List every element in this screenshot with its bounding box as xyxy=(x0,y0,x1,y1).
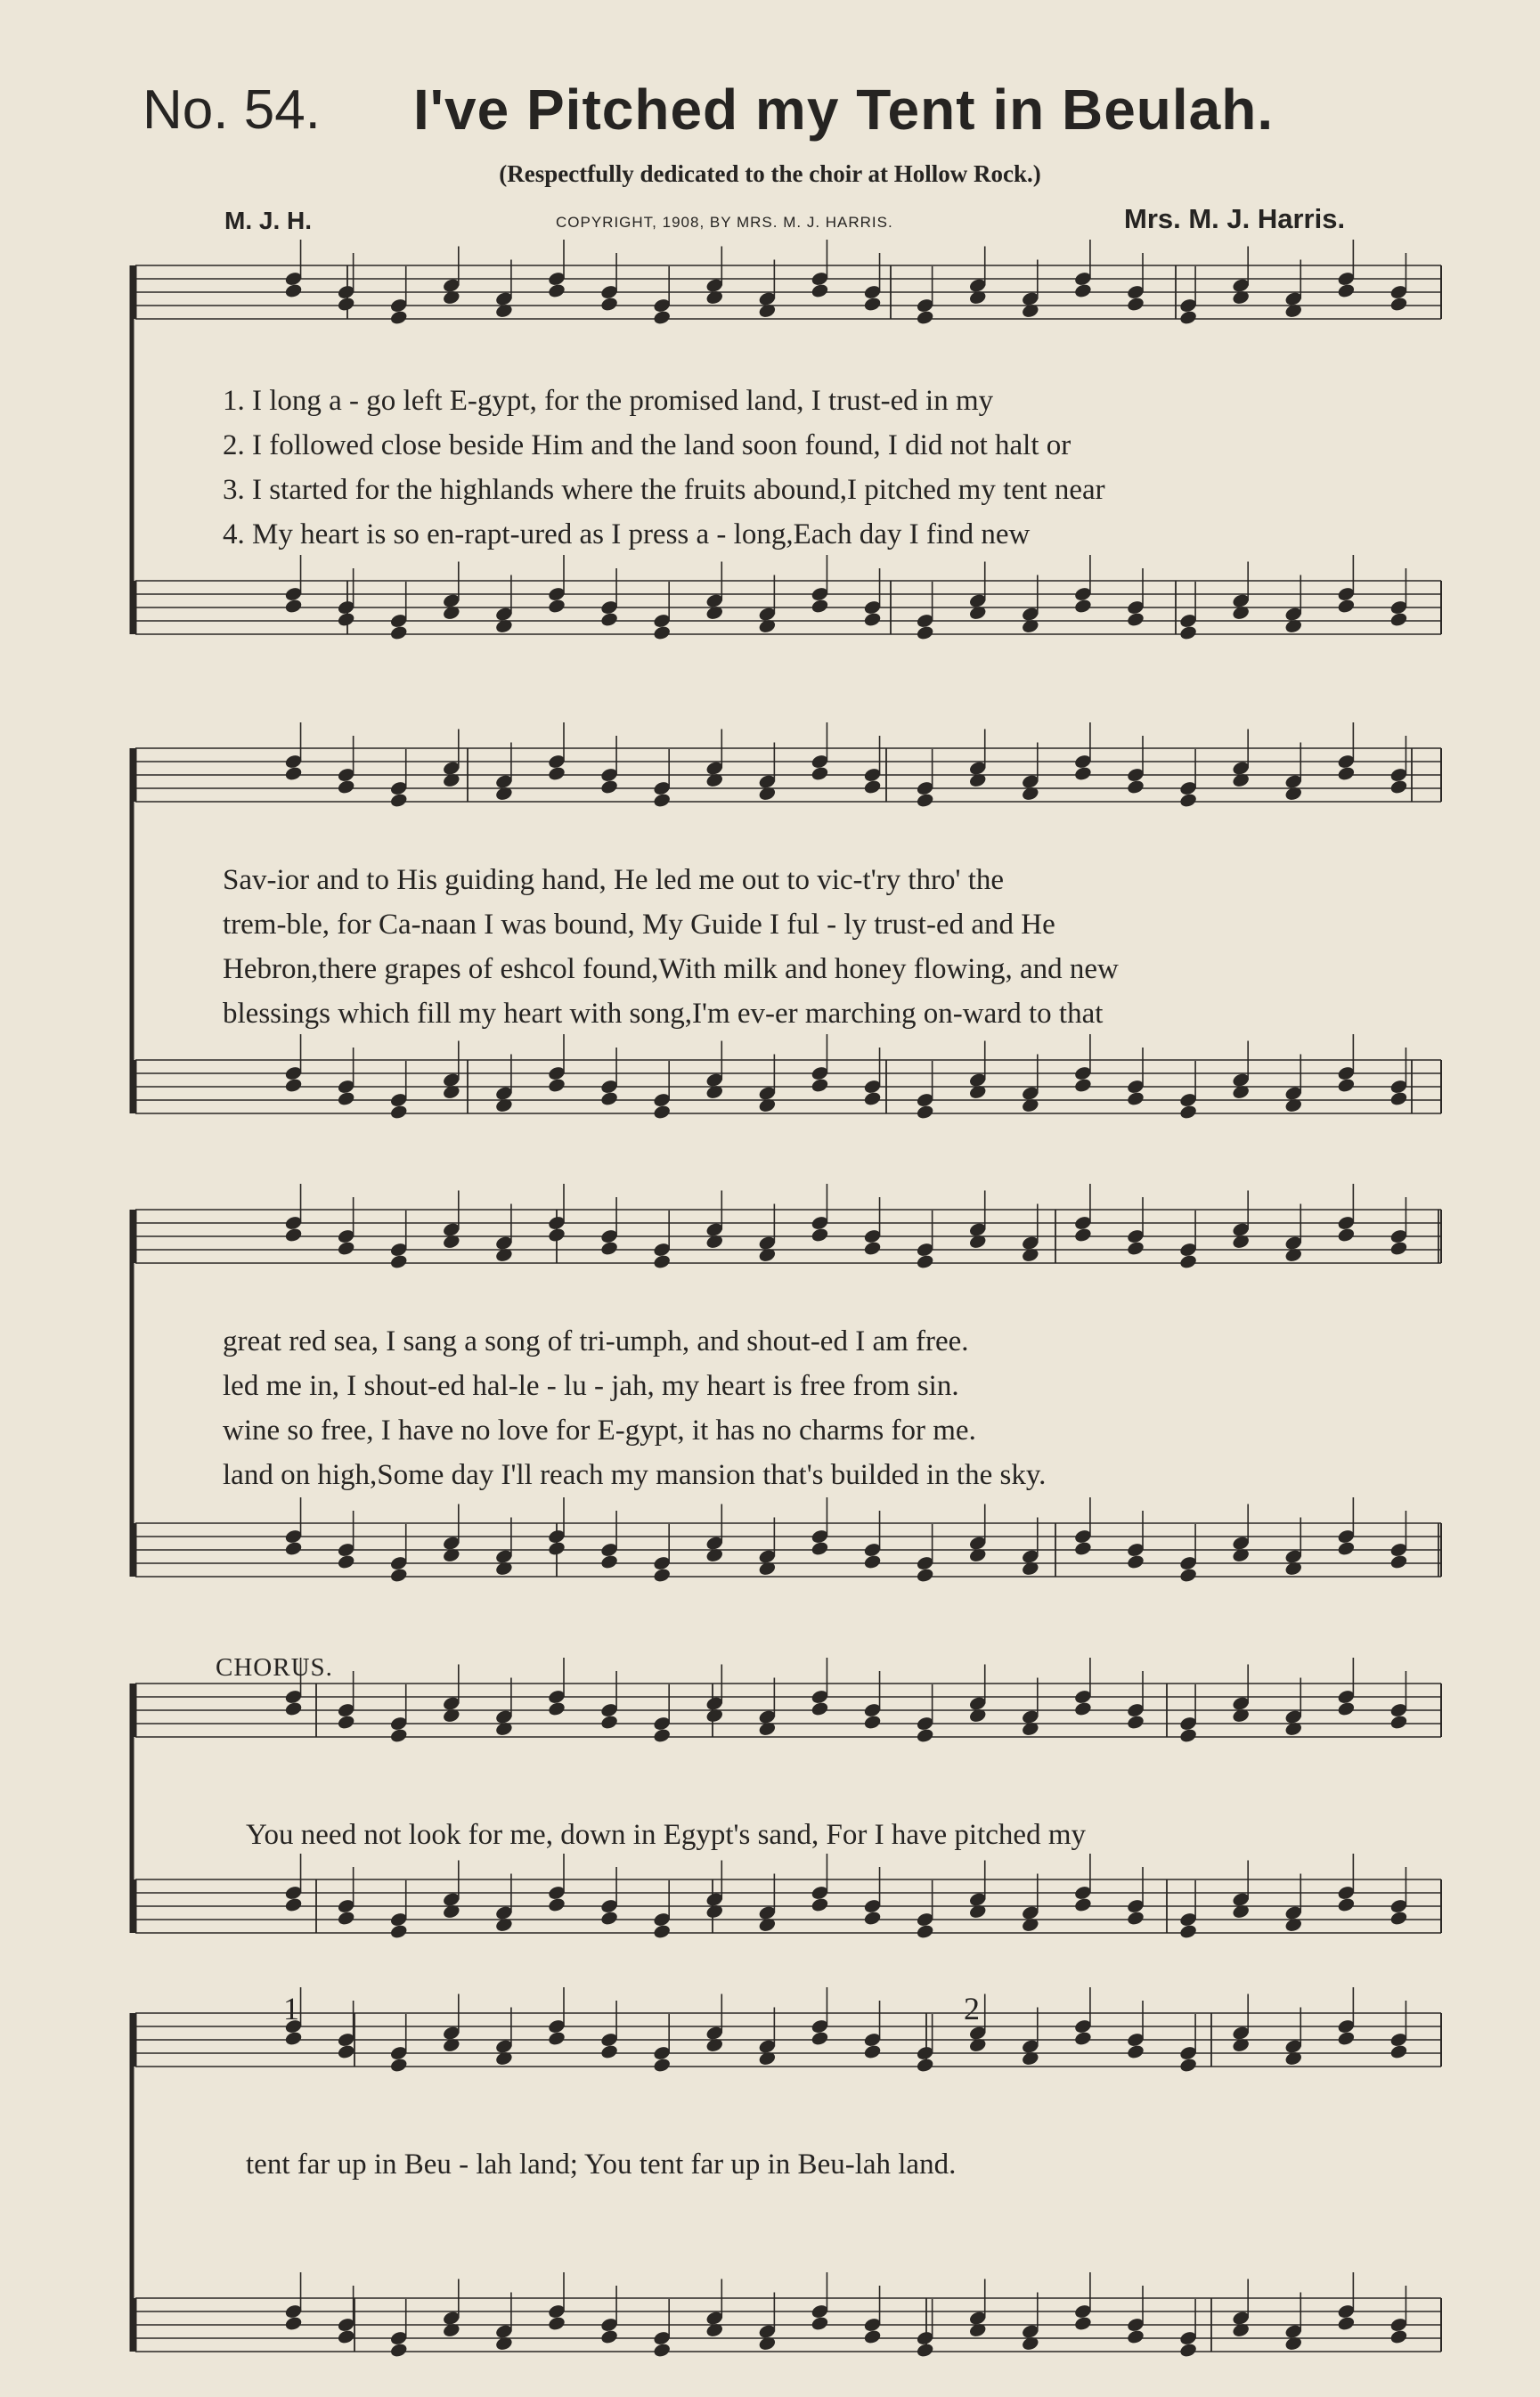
note-head xyxy=(811,765,830,782)
note-head xyxy=(916,2057,935,2074)
verse-lyrics-system-1 xyxy=(223,379,1434,557)
note-head xyxy=(337,1714,356,1731)
note-head xyxy=(916,792,935,809)
note-heads xyxy=(284,240,1408,2359)
note-head xyxy=(652,2057,672,2074)
note-head xyxy=(547,765,566,782)
staff-lines xyxy=(132,265,1441,2352)
note-head xyxy=(652,1727,672,1744)
note-head xyxy=(811,1700,830,1717)
note-head xyxy=(547,2315,566,2332)
note-head xyxy=(337,2043,356,2060)
note-head xyxy=(337,1910,356,1927)
copyright-notice: COPYRIGHT, 1908, BY MRS. M. J. HARRIS. xyxy=(556,214,893,231)
note-head xyxy=(1178,1104,1198,1121)
note-head xyxy=(599,1714,619,1731)
note-head xyxy=(1126,1910,1145,1927)
note-head xyxy=(863,1910,883,1927)
note-head xyxy=(1337,765,1357,782)
note-head xyxy=(652,1923,672,1940)
note-head xyxy=(1389,2328,1409,2345)
note-head xyxy=(1126,2328,1145,2345)
note-head xyxy=(1178,624,1198,641)
note-head xyxy=(1178,1567,1198,1584)
note-head xyxy=(916,1567,935,1584)
note-head xyxy=(863,1553,883,1570)
note-head xyxy=(1389,1090,1409,1107)
verse-lyrics-system-3 xyxy=(223,1319,1434,1497)
note-head xyxy=(863,611,883,628)
note-head xyxy=(811,282,830,299)
note-head xyxy=(1389,1714,1409,1731)
note-head xyxy=(1073,765,1093,782)
note-head xyxy=(337,779,356,795)
note-head xyxy=(652,1104,672,1121)
note-head xyxy=(599,1553,619,1570)
note-head xyxy=(652,624,672,641)
note-head xyxy=(1337,1896,1357,1913)
lyric-line: Hebron,there grapes of eshcol found,With milk and honey flowing, and new xyxy=(223,953,1119,985)
note-head xyxy=(1389,1240,1409,1257)
lyric-line: land on high,Some day I'll reach my mansion that's builded in the sky. xyxy=(223,1459,1047,1491)
note-head xyxy=(1073,598,1093,615)
note-head xyxy=(284,765,304,782)
note-head xyxy=(811,1077,830,1094)
note-head xyxy=(1178,1727,1198,1744)
note-head xyxy=(1073,1896,1093,1913)
lyricist-initials: M. J. H. xyxy=(224,207,313,234)
note-head xyxy=(1178,1253,1198,1270)
lyric-line: 2. I followed close beside Him and the land soon found, I did not halt or xyxy=(223,429,1071,461)
note-head xyxy=(547,2030,566,2047)
note-head xyxy=(547,1540,566,1557)
lyric-line: great red sea, I sang a song of tri-umph, and shout-ed I am free. xyxy=(223,1325,969,1357)
note-head xyxy=(389,1104,409,1121)
note-head xyxy=(389,1253,409,1270)
note-head xyxy=(1337,598,1357,615)
note-head xyxy=(916,1923,935,1940)
note-head xyxy=(1337,2030,1357,2047)
note-head xyxy=(863,1714,883,1731)
note-head xyxy=(1073,1077,1093,1094)
note-head xyxy=(1073,2315,1093,2332)
note-head xyxy=(547,1700,566,1717)
note-head xyxy=(599,611,619,628)
note-head xyxy=(863,1090,883,1107)
note-head xyxy=(1126,1714,1145,1731)
note-head xyxy=(547,1896,566,1913)
note-head xyxy=(916,624,935,641)
chorus-lyrics-line-2: tent far up in Beu - lah land; You tent far up in Beu-lah land. xyxy=(246,2148,957,2181)
note-head xyxy=(1178,1923,1198,1940)
note-head xyxy=(811,1227,830,1243)
note-head xyxy=(652,1253,672,1270)
note-head xyxy=(863,779,883,795)
note-head xyxy=(284,2030,304,2047)
note-head xyxy=(389,1567,409,1584)
note-head xyxy=(811,2030,830,2047)
lyric-line: 1. I long a - go left E-gypt, for the promised land, I trust-ed in my xyxy=(223,385,994,417)
note-head xyxy=(1126,2043,1145,2060)
note-head xyxy=(599,2043,619,2060)
note-head xyxy=(337,2328,356,2345)
note-head xyxy=(1126,611,1145,628)
note-head xyxy=(1073,1227,1093,1243)
note-head xyxy=(1126,1090,1145,1107)
note-head xyxy=(1389,2043,1409,2060)
lyric-line: trem-ble, for Ca-naan I was bound, My Guide I ful - ly trust-ed and He xyxy=(223,909,1055,941)
note-head xyxy=(863,296,883,313)
note-head xyxy=(337,611,356,628)
note-head xyxy=(599,296,619,313)
note-head xyxy=(1337,1077,1357,1094)
note-head xyxy=(284,1077,304,1094)
note-head xyxy=(599,2328,619,2345)
note-head xyxy=(1337,1700,1357,1717)
note-head xyxy=(337,1240,356,1257)
note-head xyxy=(1073,1540,1093,1557)
note-head xyxy=(1178,2342,1198,2359)
note-head xyxy=(1337,1227,1357,1243)
note-head xyxy=(1178,792,1198,809)
note-head xyxy=(599,779,619,795)
note-head xyxy=(284,598,304,615)
note-head xyxy=(863,2328,883,2345)
note-head xyxy=(1337,282,1357,299)
note-head xyxy=(1126,779,1145,795)
note-head xyxy=(1126,1553,1145,1570)
note-head xyxy=(1073,1700,1093,1717)
note-head xyxy=(1178,2057,1198,2074)
note-head xyxy=(916,1253,935,1270)
note-head xyxy=(284,1227,304,1243)
note-head xyxy=(1337,2315,1357,2332)
note-head xyxy=(916,1727,935,1744)
note-head xyxy=(284,1896,304,1913)
first-ending-number: 1 xyxy=(283,1991,299,2026)
note-head xyxy=(547,1077,566,1094)
note-head xyxy=(1389,296,1409,313)
note-head xyxy=(652,309,672,326)
note-head xyxy=(1337,1540,1357,1557)
note-head xyxy=(389,2342,409,2359)
note-head xyxy=(284,1540,304,1557)
second-ending-number: 2 xyxy=(964,1991,980,2026)
lyric-line: wine so free, I have no love for E-gypt, it has no charms for me. xyxy=(223,1415,976,1447)
note-head xyxy=(1073,282,1093,299)
note-head xyxy=(599,1910,619,1927)
lyric-line: 3. I started for the highlands where the fruits abound,I pitched my tent near xyxy=(223,474,1105,506)
note-head xyxy=(1126,296,1145,313)
lyric-line: blessings which fill my heart with song,I'm ev-er marching on-ward to that xyxy=(223,998,1104,1030)
note-head xyxy=(1073,2030,1093,2047)
note-head xyxy=(811,598,830,615)
lyric-line: 4. My heart is so en-rapt-ured as I press a - long,Each day I find new xyxy=(223,518,1031,550)
note-head xyxy=(916,1104,935,1121)
verse-lyrics-system-2 xyxy=(223,858,1434,1036)
chorus-label: CHORUS. xyxy=(216,1653,333,1682)
note-head xyxy=(547,1227,566,1243)
note-head xyxy=(599,1240,619,1257)
note-head xyxy=(547,598,566,615)
note-head xyxy=(547,282,566,299)
chorus-lyrics-line-1: You need not look for me, down in Egypt's sand, For I have pitched my xyxy=(246,1819,1086,1851)
note-head xyxy=(652,2342,672,2359)
note-head xyxy=(1389,611,1409,628)
note-head xyxy=(1389,779,1409,795)
note-head xyxy=(1178,309,1198,326)
note-head xyxy=(652,792,672,809)
note-head xyxy=(599,1090,619,1107)
note-head xyxy=(337,1090,356,1107)
note-head xyxy=(389,792,409,809)
note-head xyxy=(1389,1553,1409,1570)
note-head xyxy=(389,624,409,641)
note-head xyxy=(811,1896,830,1913)
dedication: (Respectfully dedicated to the choir at Hollow Rock.) xyxy=(499,160,1041,187)
hymn-title: I've Pitched my Tent in Beulah. xyxy=(413,77,1275,142)
lyric-line: Sav-ior and to His guiding hand, He led me out to vic-t'ry thro' the xyxy=(223,864,1005,896)
composer-credit: Mrs. M. J. Harris. xyxy=(1124,203,1346,234)
note-head xyxy=(389,1923,409,1940)
note-head xyxy=(863,2043,883,2060)
note-head xyxy=(284,282,304,299)
note-head xyxy=(337,1553,356,1570)
note-head xyxy=(284,1700,304,1717)
note-head xyxy=(284,2315,304,2332)
note-head xyxy=(811,1540,830,1557)
note-head xyxy=(389,1727,409,1744)
hymn-number: No. 54. xyxy=(143,79,321,141)
note-head xyxy=(389,2057,409,2074)
note-head xyxy=(863,1240,883,1257)
note-head xyxy=(1126,1240,1145,1257)
lyric-line: led me in, I shout-ed hal-le - lu - jah, my heart is free from sin. xyxy=(223,1370,959,1402)
note-head xyxy=(1389,1910,1409,1927)
note-head xyxy=(916,309,935,326)
note-head xyxy=(652,1567,672,1584)
note-head xyxy=(811,2315,830,2332)
note-head xyxy=(916,2342,935,2359)
note-head xyxy=(389,309,409,326)
note-head xyxy=(337,296,356,313)
